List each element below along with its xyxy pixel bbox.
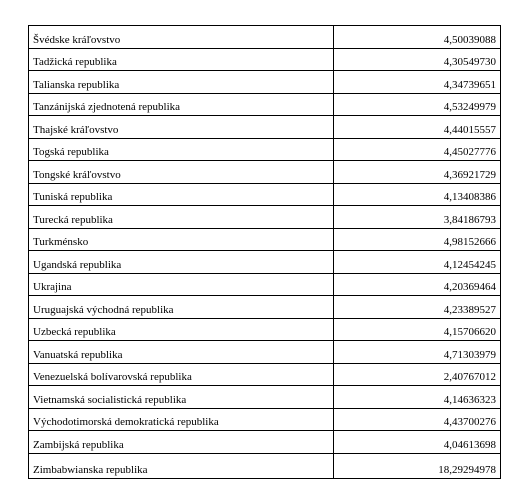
country-value-table <box>28 25 501 479</box>
value-cell: 4,20369464 <box>334 273 501 296</box>
country-name-cell: Togská republika <box>29 138 334 161</box>
table-row <box>29 453 501 478</box>
value-cell: 4,23389527 <box>334 296 501 319</box>
value-cell: 4,44015557 <box>334 116 501 139</box>
country-name-cell: Thajské kráľovstvo <box>29 116 334 139</box>
country-name-cell: Švédske kráľovstvo <box>29 26 334 49</box>
value-cell: 2,40767012 <box>334 363 501 386</box>
value-cell: 4,04613698 <box>334 431 501 454</box>
table-row <box>29 183 501 206</box>
table-row <box>29 251 501 274</box>
value-cell: 4,12454245 <box>334 251 501 274</box>
table-row <box>29 408 501 431</box>
value-cell: 3,84186793 <box>334 206 501 229</box>
country-name-cell: Vietnamská socialistická republika <box>29 386 334 409</box>
country-name-cell: Tadžická republika <box>29 48 334 71</box>
table-row <box>29 228 501 251</box>
country-name-cell: Turkménsko <box>29 228 334 251</box>
table-row <box>29 206 501 229</box>
country-name-cell: Turecká republika <box>29 206 334 229</box>
value-cell: 4,13408386 <box>334 183 501 206</box>
table-row <box>29 161 501 184</box>
country-name-cell: Ukrajina <box>29 273 334 296</box>
table-row <box>29 116 501 139</box>
value-cell: 4,45027776 <box>334 138 501 161</box>
country-name-cell: Talianska republika <box>29 71 334 94</box>
table-row <box>29 273 501 296</box>
value-cell: 4,34739651 <box>334 71 501 94</box>
country-name-cell: Tuniská republika <box>29 183 334 206</box>
table-row <box>29 26 501 49</box>
country-name-cell: Vanuatská republika <box>29 341 334 364</box>
value-cell: 4,43700276 <box>334 408 501 431</box>
country-name-cell: Uruguajská východná republika <box>29 296 334 319</box>
country-name-cell: Venezuelská bolívarovská republika <box>29 363 334 386</box>
value-cell: 4,98152666 <box>334 228 501 251</box>
country-name-cell: Zimbabwianska republika <box>29 453 334 478</box>
value-cell: 18,29294978 <box>334 453 501 478</box>
country-name-cell: Tanzánijská zjednotená republika <box>29 93 334 116</box>
country-name-cell: Zambijská republika <box>29 431 334 454</box>
table-row <box>29 363 501 386</box>
value-cell: 4,53249979 <box>334 93 501 116</box>
table-row <box>29 431 501 454</box>
value-cell: 4,71303979 <box>334 341 501 364</box>
table-row <box>29 138 501 161</box>
table-row <box>29 93 501 116</box>
table-row <box>29 48 501 71</box>
value-cell: 4,30549730 <box>334 48 501 71</box>
value-cell: 4,14636323 <box>334 386 501 409</box>
table-row <box>29 296 501 319</box>
table-row <box>29 386 501 409</box>
country-name-cell: Ugandská republika <box>29 251 334 274</box>
table-row <box>29 71 501 94</box>
table-row <box>29 341 501 364</box>
value-cell: 4,15706620 <box>334 318 501 341</box>
value-cell: 4,36921729 <box>334 161 501 184</box>
country-name-cell: Tongské kráľovstvo <box>29 161 334 184</box>
table-row <box>29 318 501 341</box>
value-cell: 4,50039088 <box>334 26 501 49</box>
country-name-cell: Uzbecká republika <box>29 318 334 341</box>
country-name-cell: Východotimorská demokratická republika <box>29 408 334 431</box>
